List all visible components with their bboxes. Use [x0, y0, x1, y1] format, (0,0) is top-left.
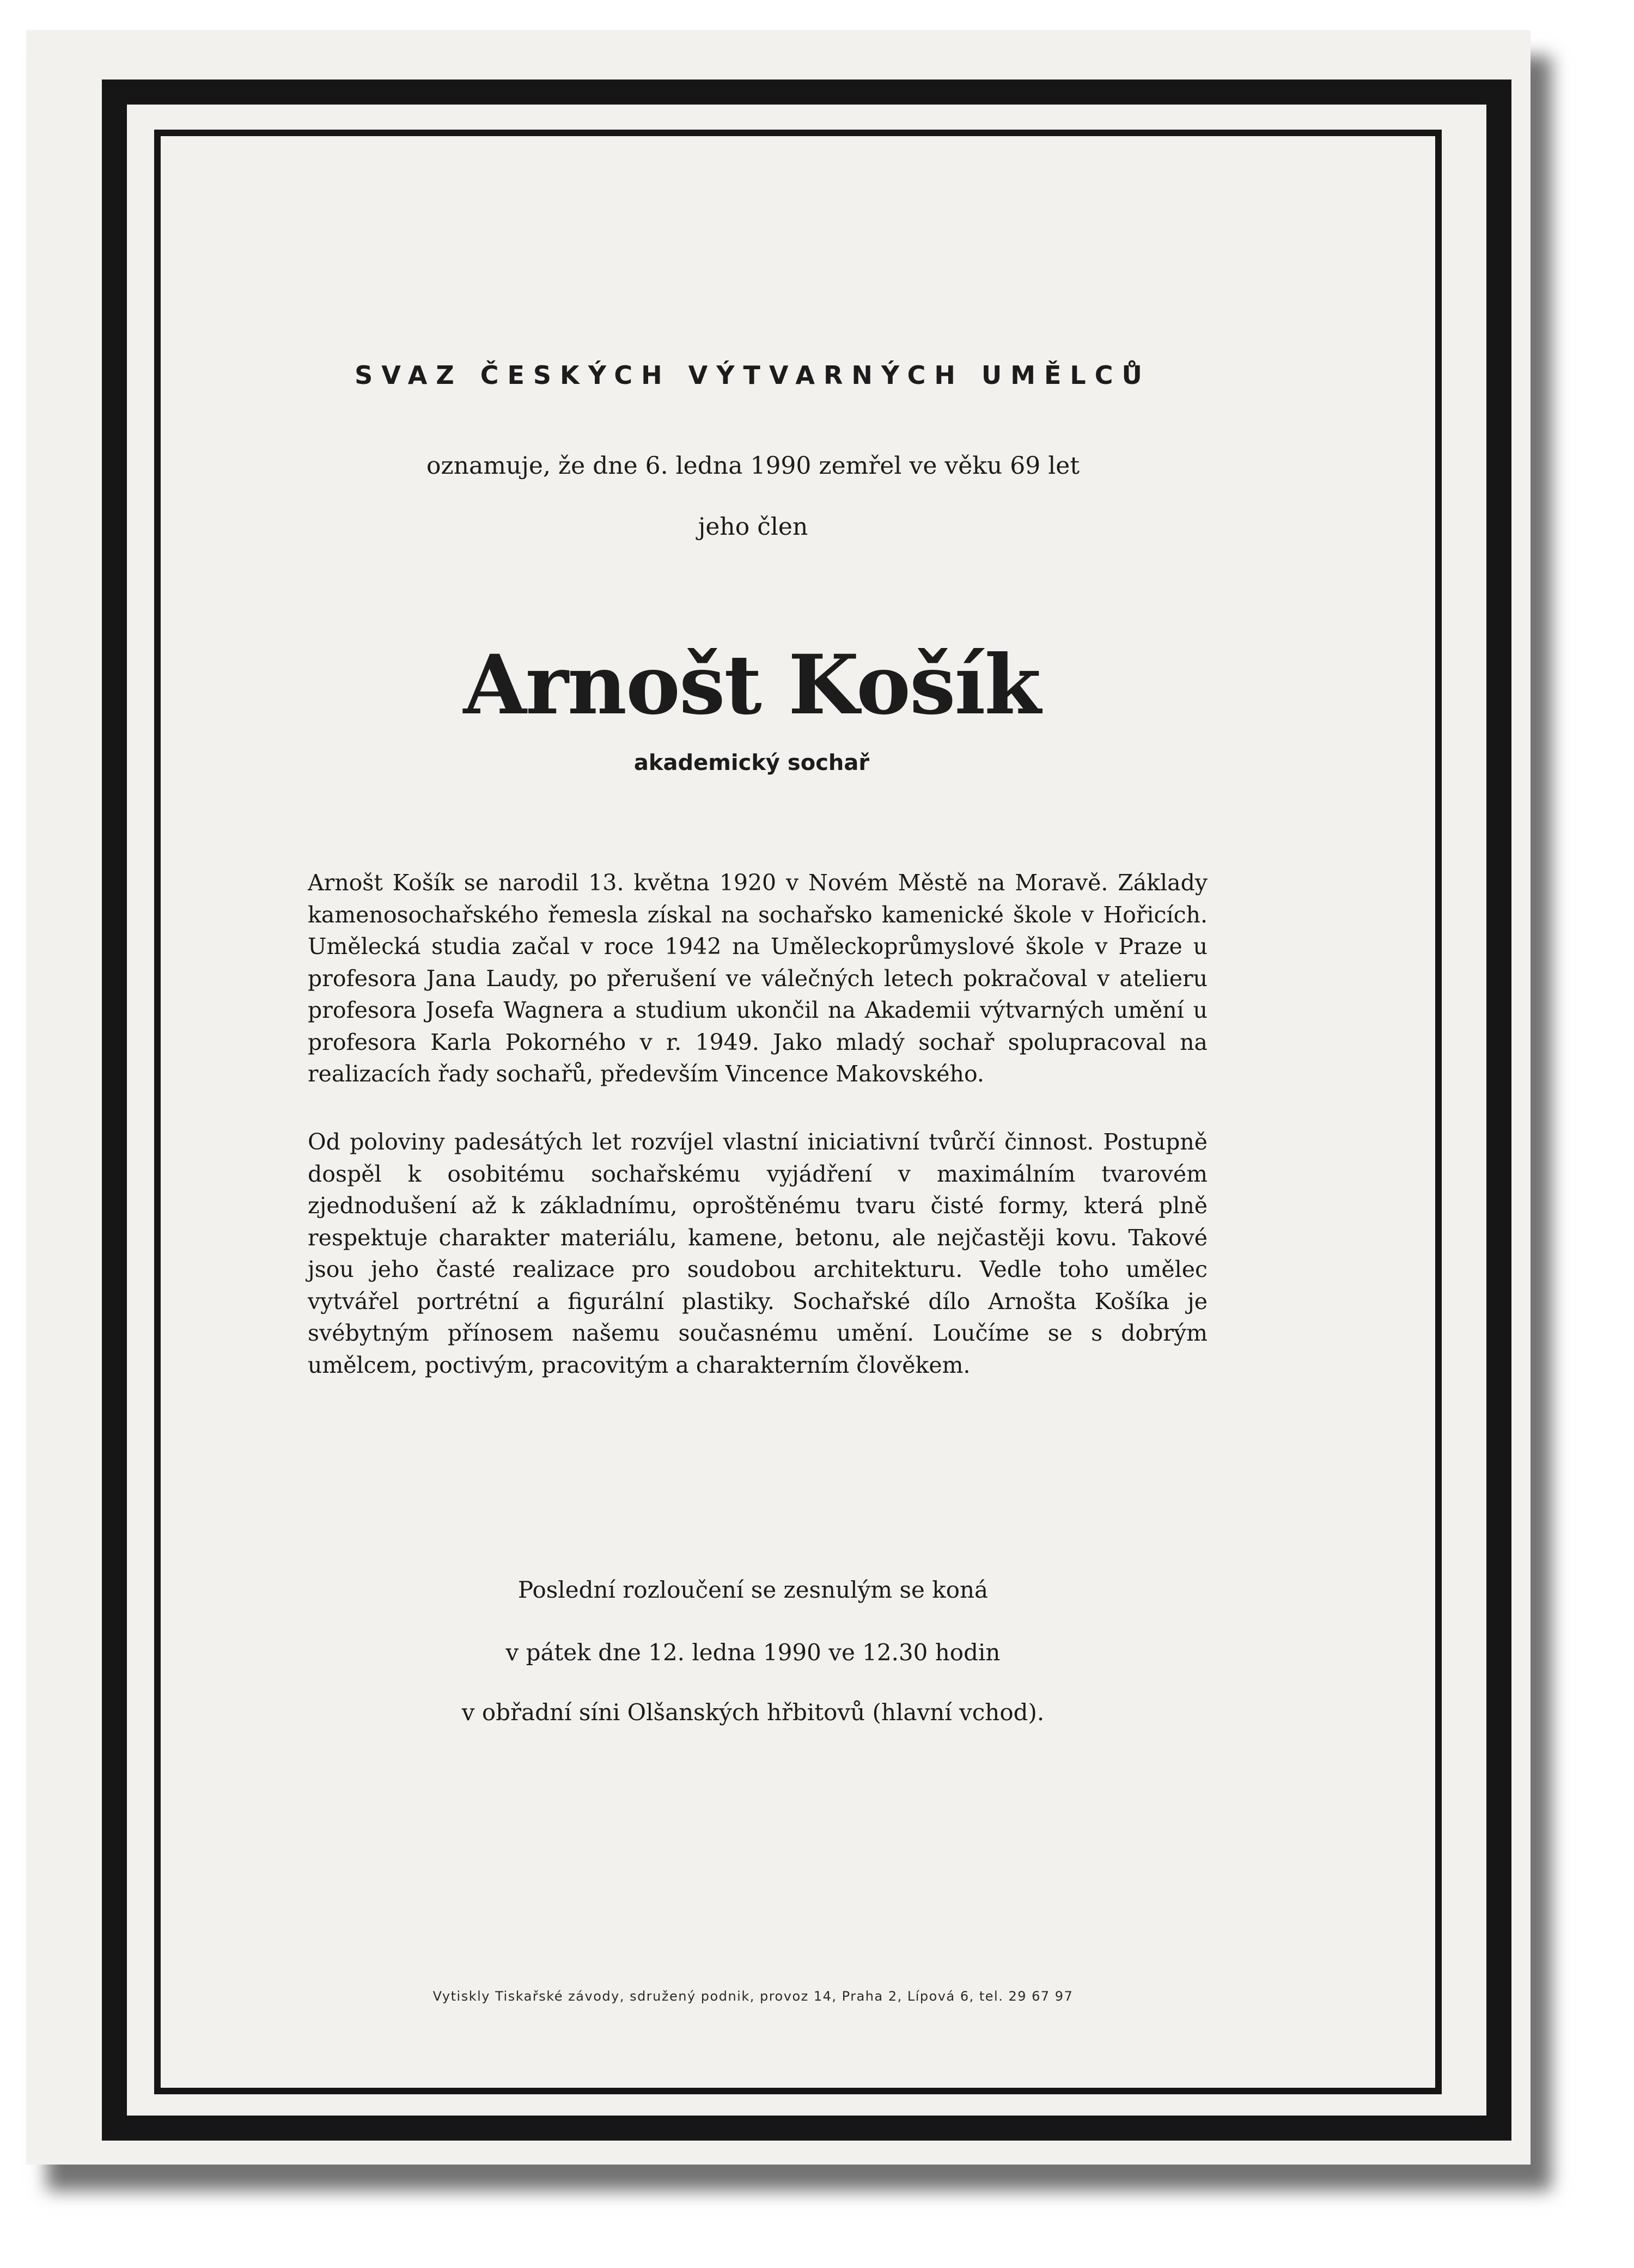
ceremony-line-1: Poslední rozloučení se zesnulým se koná — [517, 1576, 989, 1603]
printer-imprint: Vytiskly Tiskařské závody, sdružený podnik, provoz 14, Praha 2, Lípová 6, tel. 29 67 97 — [432, 1989, 1074, 2004]
organization-name: SVAZ ČESKÝCH VÝTVARNÝCH UMĚLCŮ — [355, 360, 1151, 390]
member-line: jeho člen — [698, 513, 808, 541]
ceremony-line-2: v pátek dne 12. ledna 1990 ve 12.30 hodin — [505, 1639, 1001, 1666]
inner-black-border — [154, 130, 1442, 2094]
announcement-line: oznamuje, že dne 6. ledna 1990 zemřel ve věku 69 let — [426, 452, 1080, 480]
ceremony-line-3: v obřadní síni Olšanských hřbitovů (hlavní vchod). — [461, 1699, 1045, 1726]
biography-paragraph-2: Od poloviny padesátých let rozvíjel vlastní iniciativní tvůrčí činnost. Postupně dospěl k osobitému sochařskému vyjádření v maximálním tvarovém zjednodušení až k základnímu, oproštěnému tvaru čisté formy, která plně respektuje charakter materiálu, kamene, betonu, ale nejčastěji kovu. Takové jsou jeho časté realizace pro soudobou architekturu. Vedle toho umělec vytvářel portrétní a figurální plastiky. Sochařské dílo Arnošta Košíka je svébytným přínosem našemu současnému umění. Loučíme se s dobrým umělcem, poctivým, pracovitým a charakterním člověkem. — [308, 1129, 1208, 1378]
biography-paragraph-1: Arnošt Košík se narodil 13. května 1920 v Novém Městě na Moravě. Základy kamenosochařského řemesla získal na sochařsko kamenické škole v Hořicích. Umělecká studia začal v roce 1942 na Uměleckoprůmyslové škole v Praze u profesora Jana Laudy, po přerušení ve válečných letech pokračoval v atelieru profesora Josefa Wagnera a studium ukončil na Akademii výtvarných umění u profesora Karla Pokorného v r. 1949. Jako mladý sochař spolupracoval na realizacích řady sochařů, především Vincence Makovského. — [308, 870, 1208, 1087]
deceased-name: Arnošt Košík — [463, 637, 1040, 733]
deceased-title: akademický sochař — [633, 750, 870, 775]
